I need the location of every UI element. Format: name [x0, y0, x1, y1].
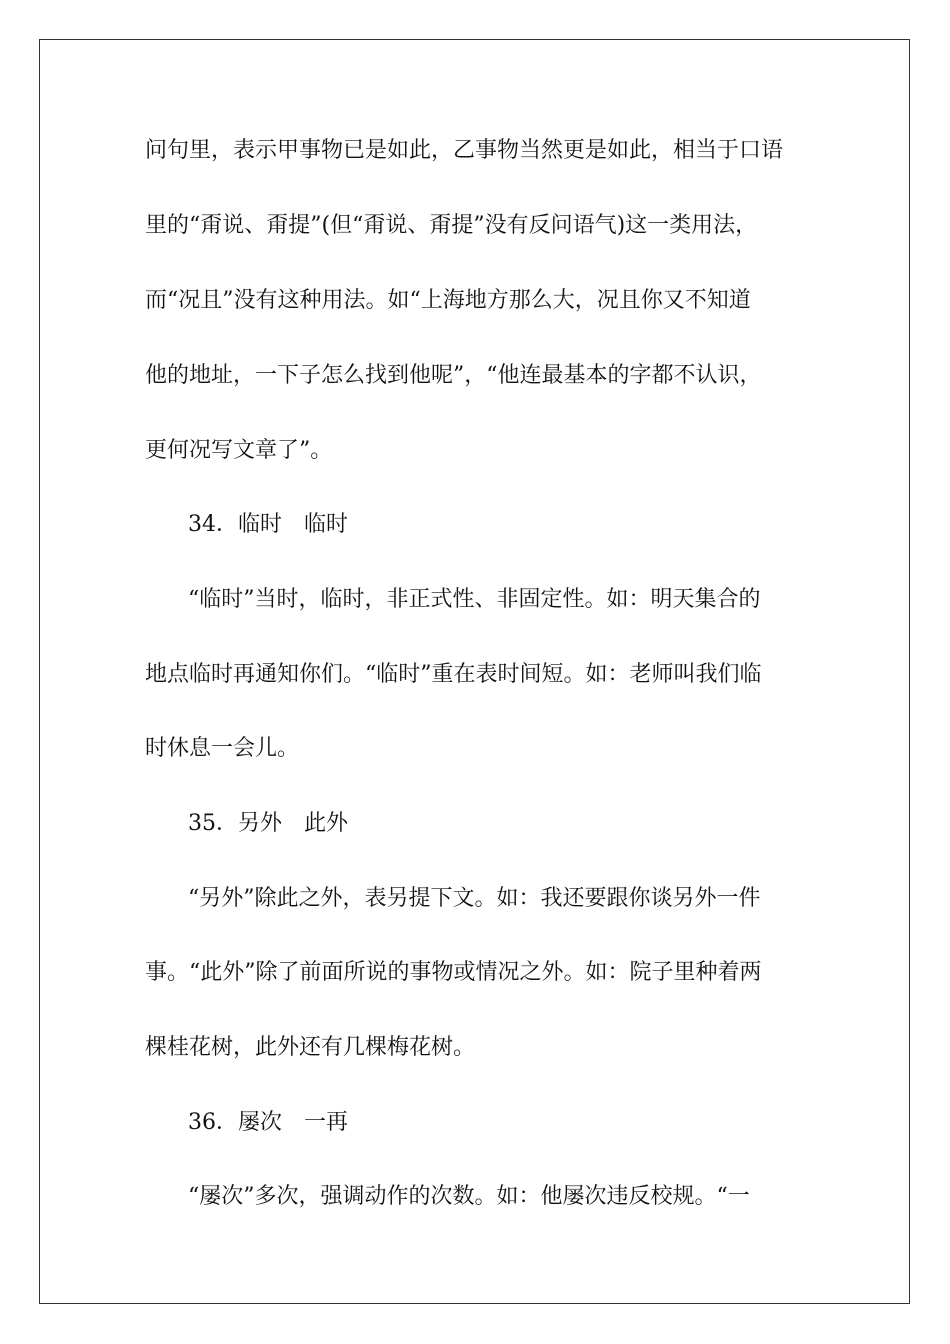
- text-line-8: 地点临时再通知你们。“临时”重在表时间短。如：老师叫我们临: [145, 662, 762, 687]
- text-line-5: 更何况写文章了”。: [145, 438, 333, 463]
- text-line-1: 问句里，表示甲事物已是如此，乙事物当然更是如此，相当于口语: [145, 138, 784, 163]
- text-line-7: “临时”当时，临时，非正式性、非固定性。如：明天集合的: [188, 587, 761, 612]
- text-line-3: 而“况且”没有这种用法。如“上海地方那么大，况且你又不知道: [145, 288, 751, 313]
- section-heading-34: 34．临时 临时: [188, 512, 348, 537]
- text-line-11: “另外”除此之外，表另提下文。如：我还要跟你谈另外一件: [188, 886, 761, 911]
- text-line-4: 他的地址，一下子怎么找到他呢”，“他连最基本的字都不认识，: [145, 363, 762, 388]
- text-line-12: 事。“此外”除了前面所说的事物或情况之外。如：院子里种着两: [145, 960, 762, 985]
- text-line-9: 时休息一会儿。: [145, 736, 300, 761]
- text-line-15: “屡次”多次，强调动作的次数。如：他屡次违反校规。“一: [188, 1184, 750, 1209]
- section-heading-35: 35．另外 此外: [188, 811, 348, 836]
- section-heading-36: 36．屡次 一再: [188, 1110, 348, 1135]
- text-line-13: 棵桂花树，此外还有几棵梅花树。: [145, 1035, 476, 1060]
- text-line-2: 里的“甭说、甭提”(但“甭说、甭提”没有反问语气)这一类用法，: [145, 213, 758, 238]
